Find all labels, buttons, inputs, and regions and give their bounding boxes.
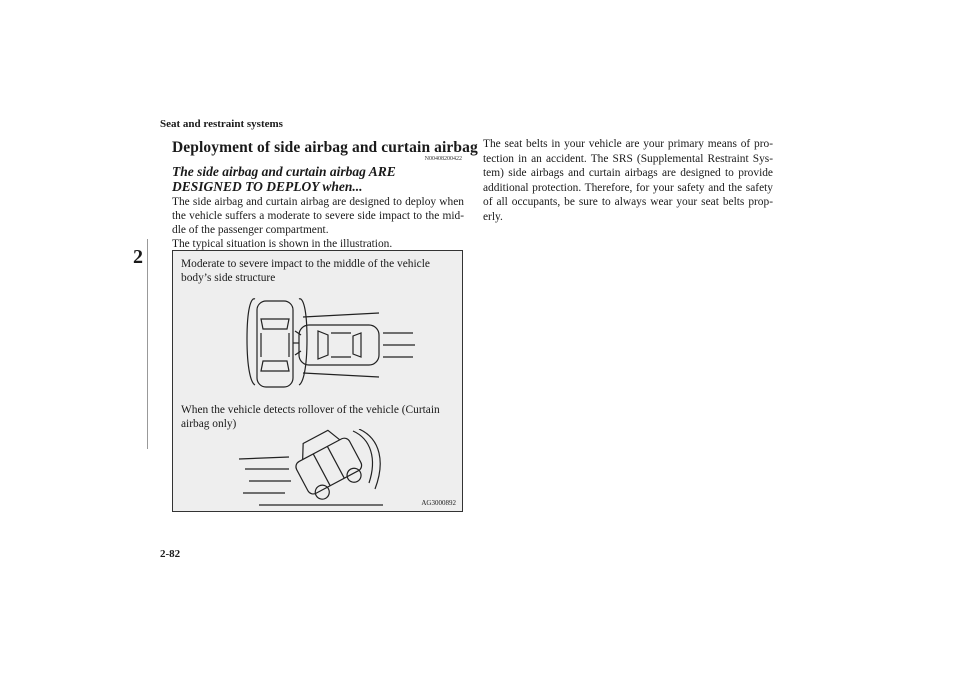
chapter-divider [147, 239, 148, 449]
section-subtitle: The side airbag and curtain airbag ARE DESIGNED TO DEPLOY when... [172, 164, 396, 194]
rollover-car-icon [233, 429, 393, 509]
section-title: Deployment of side airbag and curtain airbag [172, 139, 478, 156]
figure-code: AG3000892 [421, 499, 456, 507]
section-code: N00408200422 [424, 156, 462, 162]
side-impact-cars-icon [233, 289, 423, 393]
caption-rollover: When the vehicle detects rollover of the vehicle (Curtain airbag only) [181, 404, 440, 430]
chapter-tab: 2 [133, 246, 143, 268]
left-body-text [172, 195, 464, 251]
running-header: Seat and restraint systems [160, 118, 283, 130]
page-number: 2-82 [160, 548, 181, 560]
caption-side-impact: Moderate to severe impact to the middle of the vehicle body’s side structure [181, 258, 430, 284]
right-body-text: The seat belts in your vehicle are your primary means of pro-tection in an accident. The SRS (Supplemental Restraint Sys-tem) side airbags and curtain airbags are designed to provide additional protection. Therefore, for your safety and the safety of all occupants, be sure to always wear your seat belts prop-erly. [483, 138, 773, 223]
illustration-panel [172, 250, 463, 512]
left-paragraph: The side airbag and curtain airbag are designed to deploy when the vehicle suffers a moderate to severe side impact to the mid-dle of the passenger compartment. The typical situation is shown in the illustration. [172, 196, 464, 250]
